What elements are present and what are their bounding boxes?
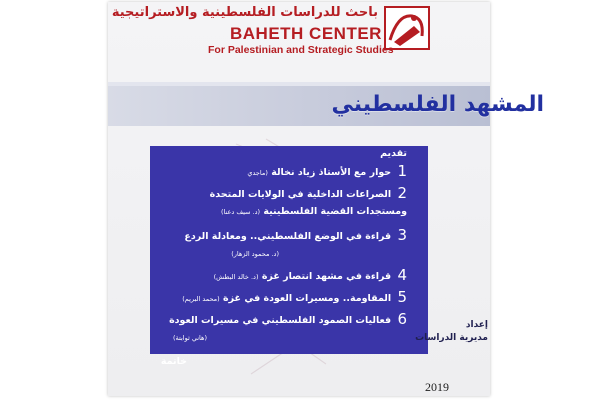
- toc-number: 4: [397, 266, 407, 284]
- prepared-by-label: إعداد: [465, 320, 488, 330]
- toc-author: (هاني ثوابتة): [172, 334, 207, 342]
- toc-author: (محمد البريم): [182, 295, 220, 303]
- toc-text: قراءة في الوضع الفلسطيني.. ومعادلة الردع: [184, 231, 392, 242]
- toc-item: [231, 248, 279, 259]
- toc-item: [210, 184, 407, 202]
- toc-author: (د. سيف دعنا): [221, 208, 261, 216]
- center-name-english: BAHETH CENTER: [230, 24, 382, 43]
- toc-author: (د. خالد البطش): [213, 273, 259, 281]
- toc-intro-text: تقديم: [380, 148, 407, 159]
- center-subtitle: For Palestinian and Strategic Studies: [208, 44, 394, 56]
- toc-item: [173, 332, 207, 343]
- toc-item: [247, 162, 407, 180]
- toc-text: حوار مع الأستاذ زياد نخالة: [271, 167, 392, 178]
- toc-text: ومستجدات القضية الفلسطينية: [263, 206, 407, 217]
- center-name-arabic: باحث للدراسات الفلسطينية والاستراتيجية: [111, 5, 378, 20]
- toc-author: (ماجدي: [247, 169, 268, 177]
- toc-number: 3: [397, 226, 407, 244]
- toc-text: الصراعات الداخلية في الولايات المتحدة: [209, 189, 392, 200]
- toc-item: [184, 226, 407, 244]
- toc-text: قراءة في مشهد انتصار غزة: [261, 271, 392, 282]
- toc-author: (د. محمود الزهار): [231, 250, 279, 258]
- toc-text: المقاومة.. ومسيرات العودة في غزة: [223, 293, 392, 304]
- toc-item: [214, 266, 407, 284]
- toc-conclusion: [161, 356, 187, 367]
- toc-number: 2: [397, 184, 407, 202]
- toc-number: 5: [397, 288, 407, 306]
- prepared-by: مديرية الدراسات: [415, 333, 488, 343]
- toc-item: [182, 288, 407, 306]
- toc-number: 1: [397, 162, 407, 180]
- toc-item: [221, 206, 407, 217]
- toc-number: 6: [397, 310, 407, 328]
- publication-title: المشهد الفلسطيني: [331, 92, 544, 117]
- toc-intro: [380, 148, 407, 159]
- title-band-stripe: [108, 82, 490, 86]
- publication-year: 2019: [425, 380, 449, 394]
- toc-conclusion-text: خاتمة: [160, 356, 187, 367]
- toc-text: فعاليات الصمود الفلسطيني في مسيرات العودة: [169, 315, 392, 326]
- toc-item: [169, 310, 407, 328]
